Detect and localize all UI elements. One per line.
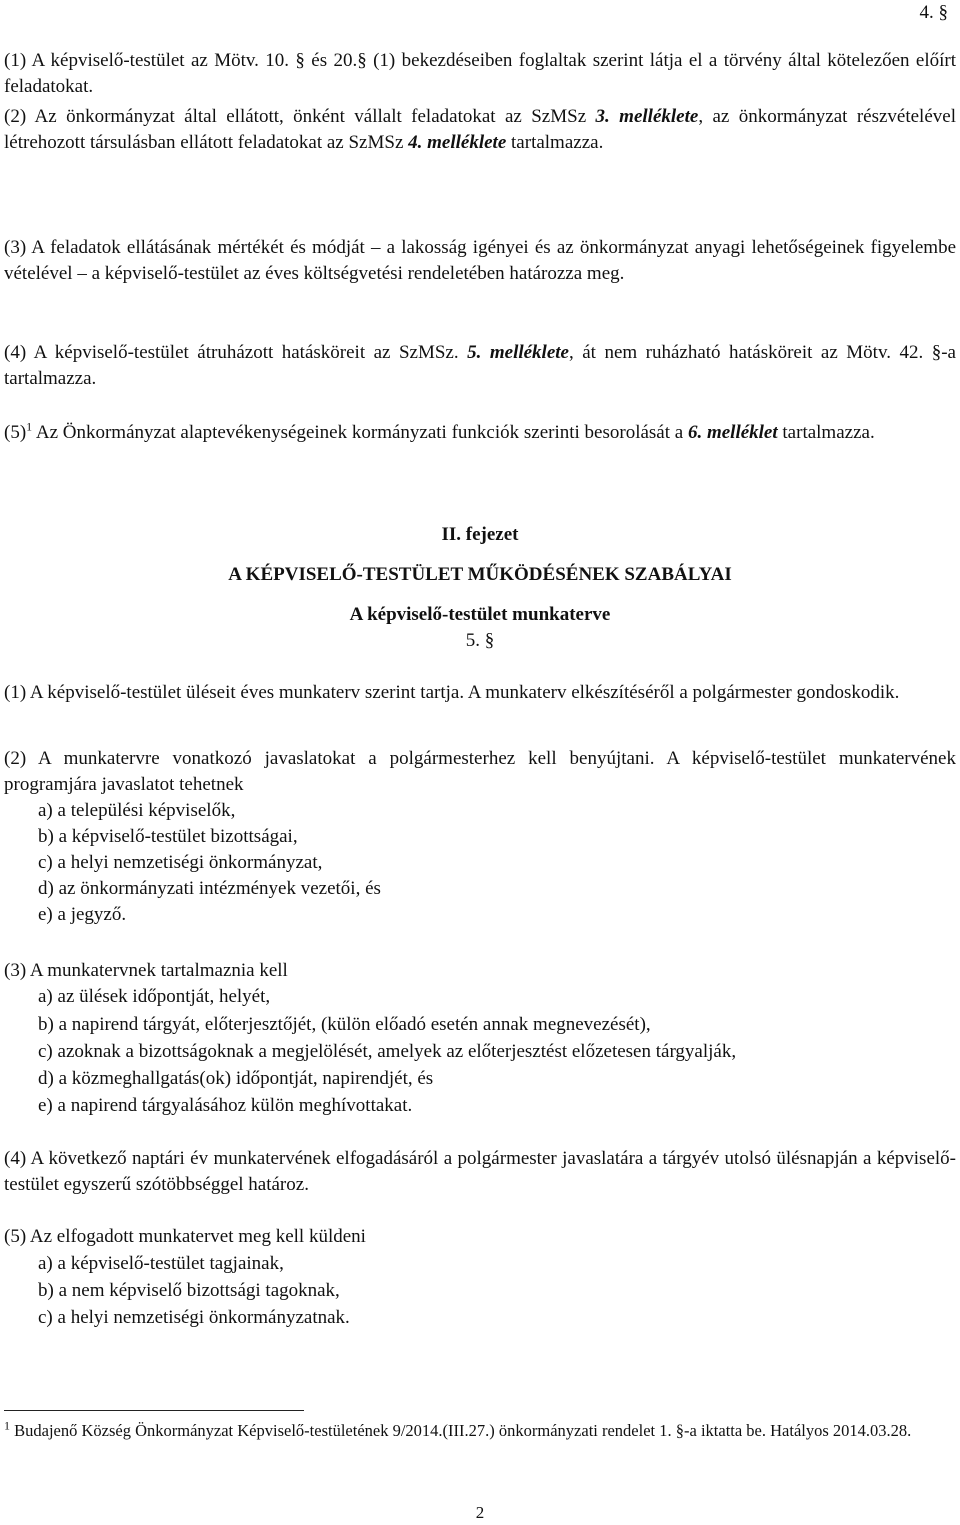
annex-ref: 5. melléklete xyxy=(467,342,569,363)
footnote-divider xyxy=(4,1410,304,1411)
list-item: d) a közmeghallgatás(ok) időpontját, napirendjét, és xyxy=(38,1068,434,1089)
footnote xyxy=(4,1420,949,1442)
list-item: a) az ülések időpontját, helyét, xyxy=(38,986,271,1007)
footnote-number: 1 xyxy=(4,1418,10,1433)
text: (5) xyxy=(4,422,27,443)
annex-ref: 3. melléklete xyxy=(595,106,699,127)
s5-paragraph-3: (3) A munkatervnek tartalmaznia kell xyxy=(4,960,288,981)
s5-paragraph-5: (5) Az elfogadott munkatervet meg kell küldeni xyxy=(4,1226,366,1247)
list-item: c) a helyi nemzetiségi önkormányzat, xyxy=(38,852,323,873)
list-item: d) az önkormányzati intézmények vezetői, és xyxy=(38,878,381,899)
chapter-subtitle: A képviselő-testület munkaterve xyxy=(349,604,611,625)
text: , át nem ruházható hatásköreit az Mötv. 42. §-a tartalmazza. xyxy=(4,342,956,389)
chapter-title: A KÉPVISELŐ-TESTÜLET MŰKÖDÉSÉNEK SZABÁLYAI xyxy=(228,564,732,585)
s5-paragraph-1: (1) A képviselő-testület üléseit éves munkaterv szerint tartja. A munkaterv elkészítéséről a polgármester gondoskodik. xyxy=(4,682,900,703)
s5-paragraph-4: (4) A következő naptári év munkatervének elfogadásáról a polgármester javaslatára a tárgyév utolsó ülésnapján a képviselő-testület egyszerű szótöbbséggel határoz. xyxy=(4,1148,956,1195)
s5-paragraph-2: (2) A munkatervre vonatkozó javaslatokat a polgármesterhez kell benyújtani. A képviselő-testület munkatervének programjára javaslatot tehetnek xyxy=(4,748,956,795)
paragraph-4 xyxy=(4,340,956,392)
paragraph-2 xyxy=(4,104,956,156)
list-item: e) a napirend tárgyalásához külön meghívottakat. xyxy=(38,1095,413,1116)
text: tartalmazza. xyxy=(777,422,875,443)
text: (2) Az önkormányzat által ellátott, önként vállalt feladatokat az SzMSz xyxy=(4,106,596,127)
text: Az Önkormányzat alaptevékenységeinek kormányzati funkciók szerinti besorolását a xyxy=(32,422,688,443)
footnote-text: Budajenő Község Önkormányzat Képviselő-testületének 9/2014.(III.27.) önkormányzati rendelet 1. §-a iktatta be. Hatályos 2014.03.28. xyxy=(10,1421,912,1440)
list-item: b) a képviselő-testület bizottságai, xyxy=(38,826,298,847)
page-number: 2 xyxy=(475,1503,485,1522)
footnote-mark[interactable]: 1 xyxy=(26,419,33,434)
list-item: c) azoknak a bizottságoknak a megjelölését, amelyek az előterjesztést előzetesen tárgyalják, xyxy=(38,1041,737,1062)
section-5-heading: 5. § xyxy=(465,630,495,651)
text: , az önkormányzat részvételével létrehozott társulásban ellátott feladatokat az SzMSz xyxy=(4,106,956,153)
list-item: b) a nem képviselő bizottsági tagoknak, xyxy=(38,1280,340,1301)
document-page xyxy=(4,0,956,1525)
paragraph-5 xyxy=(4,420,956,446)
list-item: a) a képviselő-testület tagjainak, xyxy=(38,1253,284,1274)
list-item: e) a jegyző. xyxy=(38,904,127,925)
annex-ref: 4. melléklete xyxy=(408,132,507,153)
paragraph-1: (1) A képviselő-testület az Mötv. 10. § és 20.§ (1) bekezdéseiben foglaltak szerint látja el a törvény által kötelezően előírt feladatokat. xyxy=(4,50,956,97)
list-item: a) a települési képviselők, xyxy=(38,800,236,821)
chapter-number: II. fejezet xyxy=(441,524,519,545)
list-item: c) a helyi nemzetiségi önkormányzatnak. xyxy=(38,1307,350,1328)
section-heading: 4. § xyxy=(919,2,948,23)
text: tartalmazza. xyxy=(506,132,604,153)
text: (4) A képviselő-testület átruházott hatásköreit az SzMSz. xyxy=(4,342,468,363)
paragraph-3: (3) A feladatok ellátásának mértékét és módját – a lakosság igényei és az önkormányzat anyagi lehetőségeinek figyelembe vételével – a képviselő-testület az éves költségvetési rendeletében határozza meg. xyxy=(4,237,956,284)
list-item: b) a napirend tárgyát, előterjesztőjét, (külön előadó esetén annak megnevezését), xyxy=(38,1014,651,1035)
annex-ref: 6. melléklet xyxy=(687,422,778,443)
